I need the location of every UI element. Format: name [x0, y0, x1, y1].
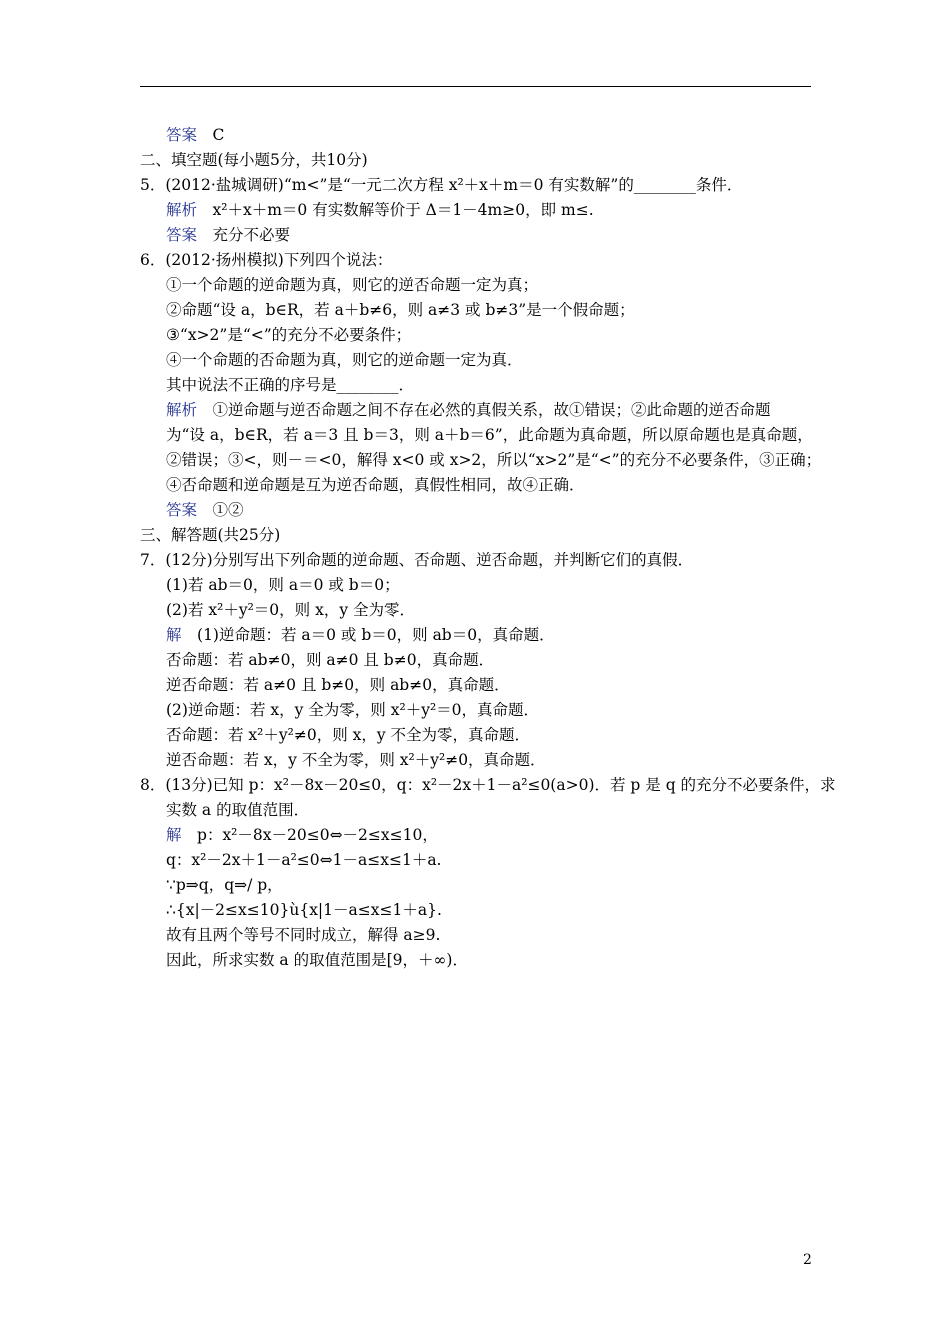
line-text: ②错误；③<，则－＝<0，解得 x<0 或 x>2，所以“x>2”是“<”的充分不必要条件，③正确； [166, 451, 822, 469]
text-line [166, 750, 546, 770]
text-line [166, 600, 415, 620]
line-text: 二、填空题(每小题5分，共10分) [140, 151, 368, 169]
line-text: ①逆命题与逆否命题之间不存在必然的真假关系，故①错误；②此命题的逆否命题 [197, 401, 771, 419]
line-text: ∵p⇒q，q⇒/ p， [166, 876, 283, 894]
text-line [166, 200, 594, 220]
header-rule [140, 86, 811, 87]
text-line [140, 150, 368, 170]
line-text: 充分不必要 [197, 226, 291, 244]
line-text: ∴{x|－2≤x≤10}ù{x|1－a≤x≤1＋a}. [166, 901, 442, 919]
line-text: 为“设 a，b∈R，若 a＝3 且 b＝3，则 a＋b＝6”，此命题为真命题，所以原命题也是真命题， [166, 426, 813, 444]
text-line [166, 675, 510, 695]
line-text: 否命题：若 ab≠0，则 a≠0 且 b≠0，真命题． [166, 651, 495, 669]
page-number: 2 [803, 1252, 812, 1268]
answer-label: 答案 [166, 501, 198, 519]
text-line [166, 300, 635, 320]
line-text: (1)若 ab＝0，则 a＝0 或 b＝0； [166, 576, 400, 594]
text-line [140, 175, 742, 195]
line-text: 三、解答题(共25分) [140, 526, 281, 544]
text-line [166, 275, 538, 295]
text-line [166, 800, 309, 820]
text-line [140, 550, 693, 570]
text-line [166, 575, 400, 595]
text-line [166, 500, 244, 520]
line-text: ①一个命题的逆命题为真，则它的逆否命题一定为真； [166, 276, 539, 294]
text-line [140, 525, 280, 545]
text-line [166, 925, 440, 945]
line-text: C [197, 126, 225, 144]
text-line [166, 225, 290, 245]
line-text: 7．(12分)分别写出下列命题的逆命题、否命题、逆否命题，并判断它们的真假． [140, 551, 694, 569]
line-text: q：x²－2x＋1－a²≤0⇔1－a≤x≤1＋a. [166, 851, 442, 869]
line-text: 5．(2012·盐城调研)“m<”是“一元二次方程 x²＋x＋m＝0 有实数解”的________条件． [140, 176, 743, 194]
line-text: ③“x>2”是“<”的充分不必要条件； [166, 326, 412, 344]
answer-label: 答案 [166, 226, 198, 244]
line-text: ①② [197, 501, 244, 519]
text-line [140, 250, 392, 270]
line-text: (2)逆命题：若 x，y 全为零，则 x²＋y²＝0，真命题． [166, 701, 540, 719]
text-line [166, 475, 585, 495]
text-line [140, 775, 836, 795]
answer-label: 解 [166, 826, 182, 844]
line-text: 故有且两个等号不同时成立，解得 a≥9. [166, 926, 441, 944]
line-text: (1)逆命题：若 a＝0 或 b＝0，则 ab＝0，真命题． [181, 626, 555, 644]
line-text: ④否命题和逆命题是互为逆否命题，真假性相同，故④正确． [166, 476, 585, 494]
text-line [166, 875, 283, 895]
text-line [166, 700, 539, 720]
answer-label: 解析 [166, 401, 198, 419]
line-text: 实数 a 的取值范围． [166, 801, 310, 819]
line-text: x²＋x＋m＝0 有实数解等价于 Δ＝1－4m≥0，即 m≤. [197, 201, 594, 219]
text-line [166, 400, 771, 420]
text-line [166, 325, 411, 345]
line-text: 逆否命题：若 a≠0 且 b≠0，则 ab≠0，真命题． [166, 676, 510, 694]
text-line [166, 450, 821, 470]
line-text: p：x²－8x－20≤0⇔－2≤x≤10， [181, 826, 438, 844]
text-line [166, 375, 414, 395]
text-line [166, 900, 442, 920]
text-line [166, 350, 523, 370]
text-line [166, 850, 441, 870]
text-line [166, 650, 494, 670]
line-text: 6．(2012·扬州模拟)下列四个说法： [140, 251, 393, 269]
answer-label: 解析 [166, 201, 198, 219]
line-text: 否命题：若 x²＋y²≠0，则 x，y 不全为零，真命题． [166, 726, 531, 744]
line-text: 其中说法不正确的序号是________． [166, 376, 415, 394]
text-line [166, 625, 555, 645]
text-line [166, 125, 224, 145]
line-text: 逆否命题：若 x，y 不全为零，则 x²＋y²≠0，真命题． [166, 751, 546, 769]
text-line [166, 825, 438, 845]
text-line [166, 725, 530, 745]
text-line [166, 425, 813, 445]
answer-label: 解 [166, 626, 182, 644]
answer-label: 答案 [166, 126, 198, 144]
text-line [166, 950, 468, 970]
line-text: (2)若 x²＋y²＝0，则 x，y 全为零． [166, 601, 416, 619]
line-text: ②命题“设 a，b∈R，若 a＋b≠6，则 a≠3 或 b≠3”是一个假命题； [166, 301, 635, 319]
line-text: 因此，所求实数 a 的取值范围是[9，＋∞)． [166, 951, 468, 969]
line-text: ④一个命题的否命题为真，则它的逆命题一定为真． [166, 351, 523, 369]
line-text: 8．(13分)已知 p：x²－8x－20≤0，q：x²－2x＋1－a²≤0(a>0)．若 p 是 q 的充分不必要条件，求 [140, 776, 836, 794]
